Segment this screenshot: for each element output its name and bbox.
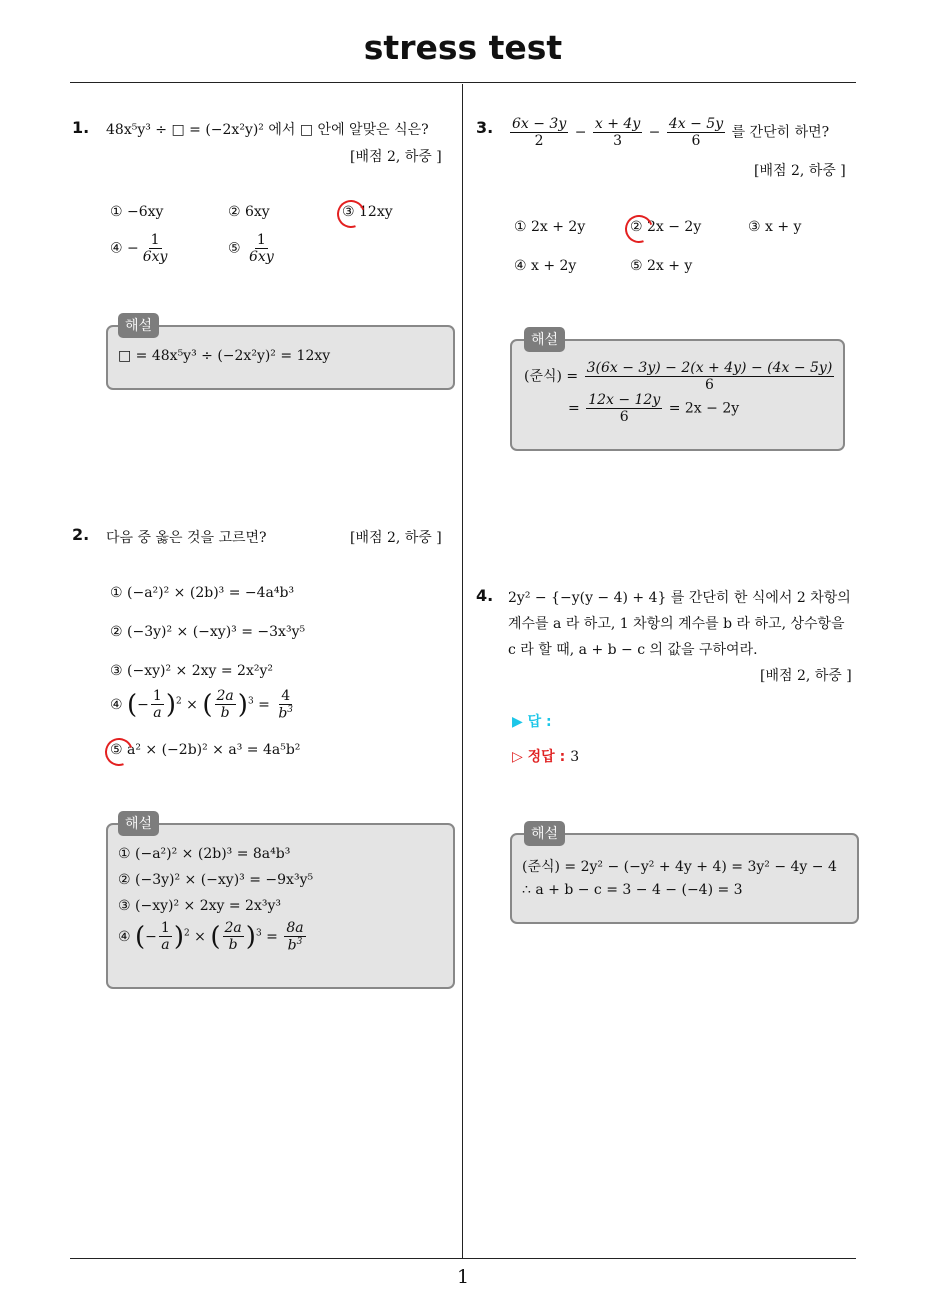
q1-explanation-label: 해설 bbox=[118, 313, 159, 338]
page-number: 1 bbox=[456, 1266, 470, 1288]
q3-option-1[interactable]: ① 2x + 2y bbox=[514, 219, 586, 235]
q4-score: [배점 2, 하중 ] bbox=[760, 668, 852, 684]
q2-answer-circle-mark bbox=[100, 733, 137, 770]
q2-explanation-line-2: ② (−3y)² × (−xy)³ = −9x³y⁵ bbox=[118, 872, 314, 888]
q4-correct-answer bbox=[512, 746, 579, 766]
q3-option-2[interactable]: ② 2x − 2y bbox=[630, 219, 702, 235]
q4-text-line-1: 2y² − {−y(y − 4) + 4} 를 간단히 한 식에서 2 차항의 bbox=[508, 590, 851, 606]
q4-text-line-2: 계수를 a 라 하고, 1 차항의 계수를 b 라 하고, 상수항을 bbox=[508, 616, 845, 632]
page-title: stress test bbox=[363, 28, 563, 67]
q2-option-2[interactable]: ② (−3y)² × (−xy)³ = −3x³y⁵ bbox=[110, 624, 306, 640]
q1-option-4-sign: − bbox=[127, 240, 139, 257]
q3-option-3[interactable]: ③ x + y bbox=[748, 219, 802, 235]
q2-option-1[interactable]: ① (−a²)² × (2b)³ = −4a⁴b³ bbox=[110, 585, 295, 601]
q1-explanation-text: □ = 48x⁵y³ ÷ (−2x²y)² = 12xy bbox=[118, 348, 331, 364]
q3-option-4[interactable]: ④ x + 2y bbox=[514, 258, 577, 274]
q2-explanation-line-1: ① (−a²)² × (2b)³ = 8a⁴b³ bbox=[118, 846, 291, 862]
q4-answer-label[interactable]: ▶ 답 : bbox=[512, 714, 552, 730]
q2-explanation-line-4: ④ (− $\frac{1}{a}$ )$^2$ × ( $\frac{2a}{b}$ )$^3$ = $\frac{8a}{b^3}$ bbox=[118, 920, 304, 954]
q2-text: 다음 중 옳은 것을 고르면? bbox=[106, 530, 267, 546]
column-divider bbox=[462, 84, 463, 1258]
q1-option-5-frac: $\frac{1}{6xy}$ bbox=[249, 232, 274, 266]
q4-explanation-line-2: ∴ a + b − c = 3 − 4 − (−4) = 3 bbox=[522, 882, 743, 898]
q4-explanation-label: 해설 bbox=[524, 821, 565, 846]
q2-option-4[interactable]: ④ (− $\frac{1}{a}$ )$^2$ × ( $\frac{2a}{b}$ )$^3$ = $\frac{4}{b^3}$ bbox=[110, 688, 294, 722]
q4-correct-value: 3 bbox=[570, 749, 580, 765]
bottom-rule bbox=[70, 1258, 856, 1259]
q3-text: $\frac{6x - 3y}{2}$ − $\frac{x + 4y}{3}$ − $\frac{4x - 5y}{6}$ 를 간단히 하면? bbox=[512, 116, 830, 150]
q1-option-4[interactable] bbox=[110, 232, 171, 265]
q2-number: 2. bbox=[72, 525, 90, 544]
q3-explanation-line-1: (준식) = $\frac{3(6x - 3y) - 2(x + 4y) - (4x - 5y)}{6}$ bbox=[524, 360, 833, 394]
q3-option-5[interactable]: ⑤ 2x + y bbox=[630, 258, 693, 274]
q1-number: 1. bbox=[72, 118, 90, 137]
q1-text: 48x⁵y³ ÷ □ = (−2x²y)² 에서 □ 안에 알맞은 식은? bbox=[106, 122, 429, 138]
q3-suffix: 를 간단히 하면? bbox=[731, 124, 830, 141]
q4-explanation-box bbox=[510, 833, 859, 924]
q3-explanation-label: 해설 bbox=[524, 327, 565, 352]
q1-option-4-frac: $\frac{1}{6xy}$ bbox=[142, 232, 168, 266]
q4-explanation-line-1: (준식) = 2y² − (−y² + 4y + 4) = 3y² − 4y − 4 bbox=[522, 859, 837, 875]
q3-answer-circle-mark bbox=[620, 210, 657, 247]
q4-text-line-3: c 라 할 때, a + b − c 의 값을 구하여라. bbox=[508, 642, 758, 658]
q1-option-2[interactable]: ② 6xy bbox=[228, 204, 270, 220]
q2-option-4-num: ④ bbox=[110, 696, 123, 713]
q4-number: 4. bbox=[476, 586, 494, 605]
q3-explanation-line-2: = $\frac{12x - 12y}{6}$ = 2x − 2y bbox=[568, 392, 740, 426]
top-rule bbox=[70, 82, 856, 83]
q1-answer-circle-mark bbox=[332, 195, 369, 232]
q1-option-3[interactable]: ③ 12xy bbox=[342, 204, 393, 220]
q2-option-3[interactable]: ③ (−xy)² × 2xy = 2x²y² bbox=[110, 663, 273, 679]
q1-option-4-num: ④ bbox=[110, 240, 123, 257]
q1-option-5-num: ⑤ bbox=[228, 240, 241, 257]
q3-number: 3. bbox=[476, 118, 494, 137]
q2-explanation-line-3: ③ (−xy)² × 2xy = 2x³y³ bbox=[118, 898, 281, 914]
q3-score: [배점 2, 하중 ] bbox=[754, 163, 846, 179]
q1-option-5[interactable] bbox=[228, 232, 278, 265]
q2-explanation-label: 해설 bbox=[118, 811, 159, 836]
q2-option-5[interactable]: ⑤ a² × (−2b)² × a³ = 4a⁵b² bbox=[110, 742, 301, 758]
q4-correct-label: ▷ 정답 : bbox=[512, 749, 566, 765]
q2-score: [배점 2, 하중 ] bbox=[350, 530, 442, 546]
q1-score: [배점 2, 하중 ] bbox=[350, 149, 442, 165]
q1-option-1[interactable]: ① −6xy bbox=[110, 204, 164, 220]
